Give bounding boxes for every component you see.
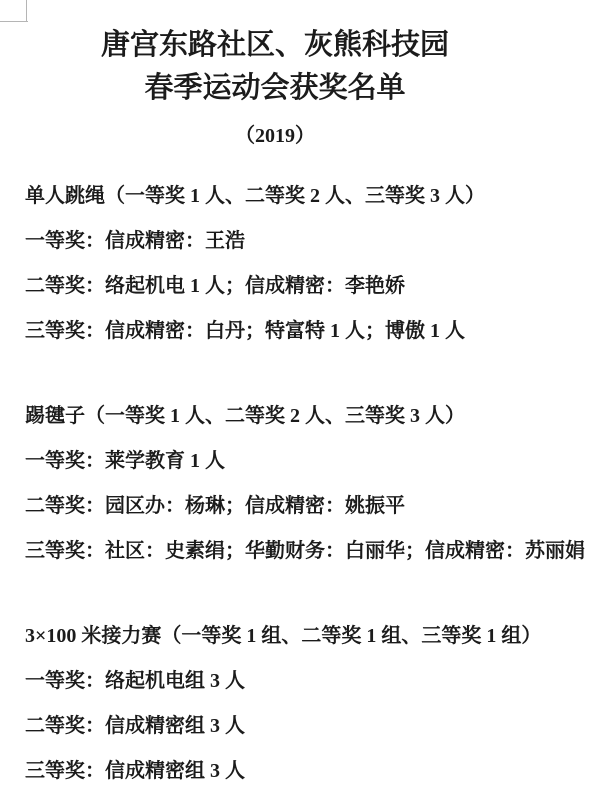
award-line-third-prize: 三等奖：信成精密组 3 人 — [25, 760, 245, 782]
award-line-second-prize: 二等奖：络起机电 1 人；信成精密：李艳娇 — [25, 275, 405, 297]
section-header: 单人跳绳（一等奖 1 人、二等奖 2 人、三等奖 3 人） — [25, 185, 485, 207]
section-single-rope-skipping — [25, 185, 525, 365]
award-sections — [25, 185, 585, 805]
award-line-first-prize: 一等奖：络起机电组 3 人 — [25, 670, 245, 692]
award-line-second-prize: 二等奖：信成精密组 3 人 — [25, 715, 245, 737]
award-line-third-prize: 三等奖：社区：史素绢；华勤财务：白丽华；信成精密：苏丽娟 — [25, 540, 585, 562]
document-content — [25, 24, 585, 805]
award-line-third-prize: 三等奖：信成精密：白丹；特富特 1 人；博傲 1 人 — [25, 320, 465, 342]
section-header: 踢毽子（一等奖 1 人、二等奖 2 人、三等奖 3 人） — [25, 405, 465, 427]
document-title-line-2: 春季运动会获奖名单 — [144, 72, 406, 104]
document-year: （2019） — [235, 125, 315, 147]
award-line-first-prize: 一等奖：莱学教育 1 人 — [25, 450, 225, 472]
section-relay-race — [25, 625, 542, 805]
page-margin-corner-mark-horizontal — [0, 21, 28, 22]
section-shuttlecock-kicking — [25, 405, 585, 585]
page-margin-corner-mark-vertical — [26, 0, 27, 21]
document-title-line-1: 唐宫东路社区、灰熊科技园 — [100, 29, 449, 61]
award-line-first-prize: 一等奖：信成精密：王浩 — [25, 230, 245, 252]
document-title — [25, 24, 525, 110]
award-line-second-prize: 二等奖：园区办：杨琳；信成精密：姚振平 — [25, 495, 405, 517]
section-header: 3×100 米接力赛（一等奖 1 组、二等奖 1 组、三等奖 1 组） — [25, 625, 542, 647]
